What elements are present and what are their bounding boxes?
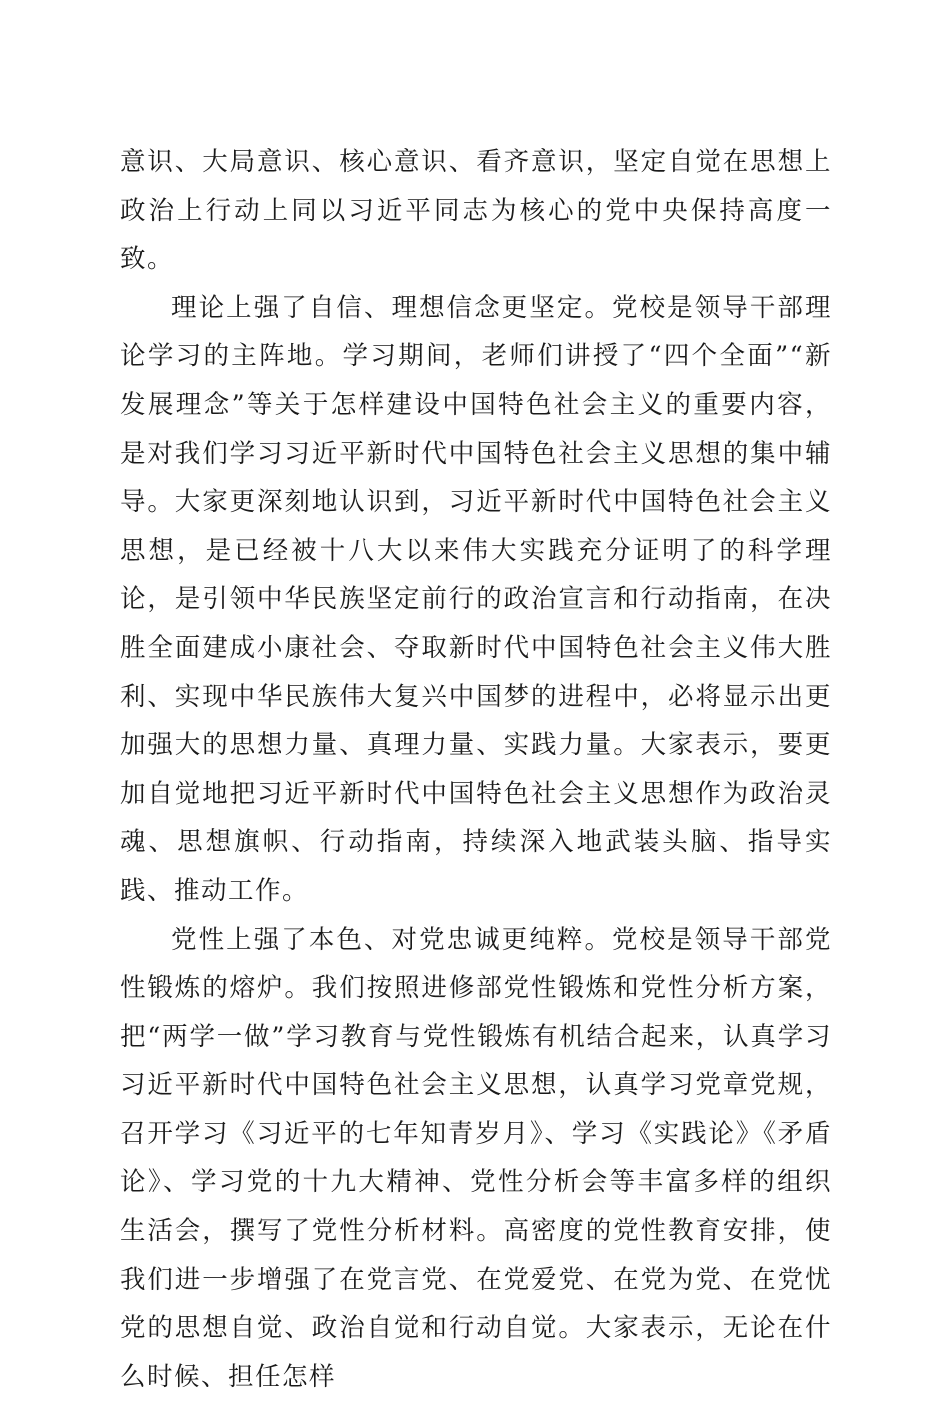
paragraph-theory-confidence: 理论上强了自信、理想信念更坚定。党校是领导干部理论学习的主阵地。学习期间，老师们讲授了“四个全面”“新发展理念”等关于怎样建设中国特色社会主义的重要内容，是对我们学习习近平新时代中国特色社会主义思想的集中辅导。大家更深刻地认识到，习近平新时代中国特色社会主义思想，是已经被十八大以来伟大实践充分证明了的科学理论，是引领中华民族坚定前行的政治宣言和行动指南，在决胜全面建成小康社会、夺取新时代中国特色社会主义伟大胜利、实现中华民族伟大复兴中国梦的进程中，必将显示出更加强大的思想力量、真理力量、实践力量。大家表示，要更加自觉地把习近平新时代中国特色社会主义思想作为政治灵魂、思想旗帜、行动指南，持续深入地武装头脑、指导实践、推动工作。 bbox=[120, 284, 832, 916]
document-body bbox=[120, 138, 832, 1401]
paragraph-party-spirit: 党性上强了本色、对党忠诚更纯粹。党校是领导干部党性锻炼的熔炉。我们按照进修部党性锻炼和党性分析方案，把“两学一做”学习教育与党性锻炼有机结合起来，认真学习习近平新时代中国特色社会主义思想，认真学习党章党规，召开学习《习近平的七年知青岁月》、学习《实践论》《矛盾论》、学习党的十九大精神、党性分析会等丰富多样的组织生活会，撰写了党性分析材料。高密度的党性教育安排，使我们进一步增强了在党言党、在党爱党、在党为党、在党忧党的思想自觉、政治自觉和行动自觉。大家表示，无论在什么时候、担任怎样 bbox=[120, 916, 832, 1401]
paragraph-continuation: 意识、大局意识、核心意识、看齐意识，坚定自觉在思想上政治上行动上同以习近平同志为核心的党中央保持高度一致。 bbox=[120, 138, 832, 284]
